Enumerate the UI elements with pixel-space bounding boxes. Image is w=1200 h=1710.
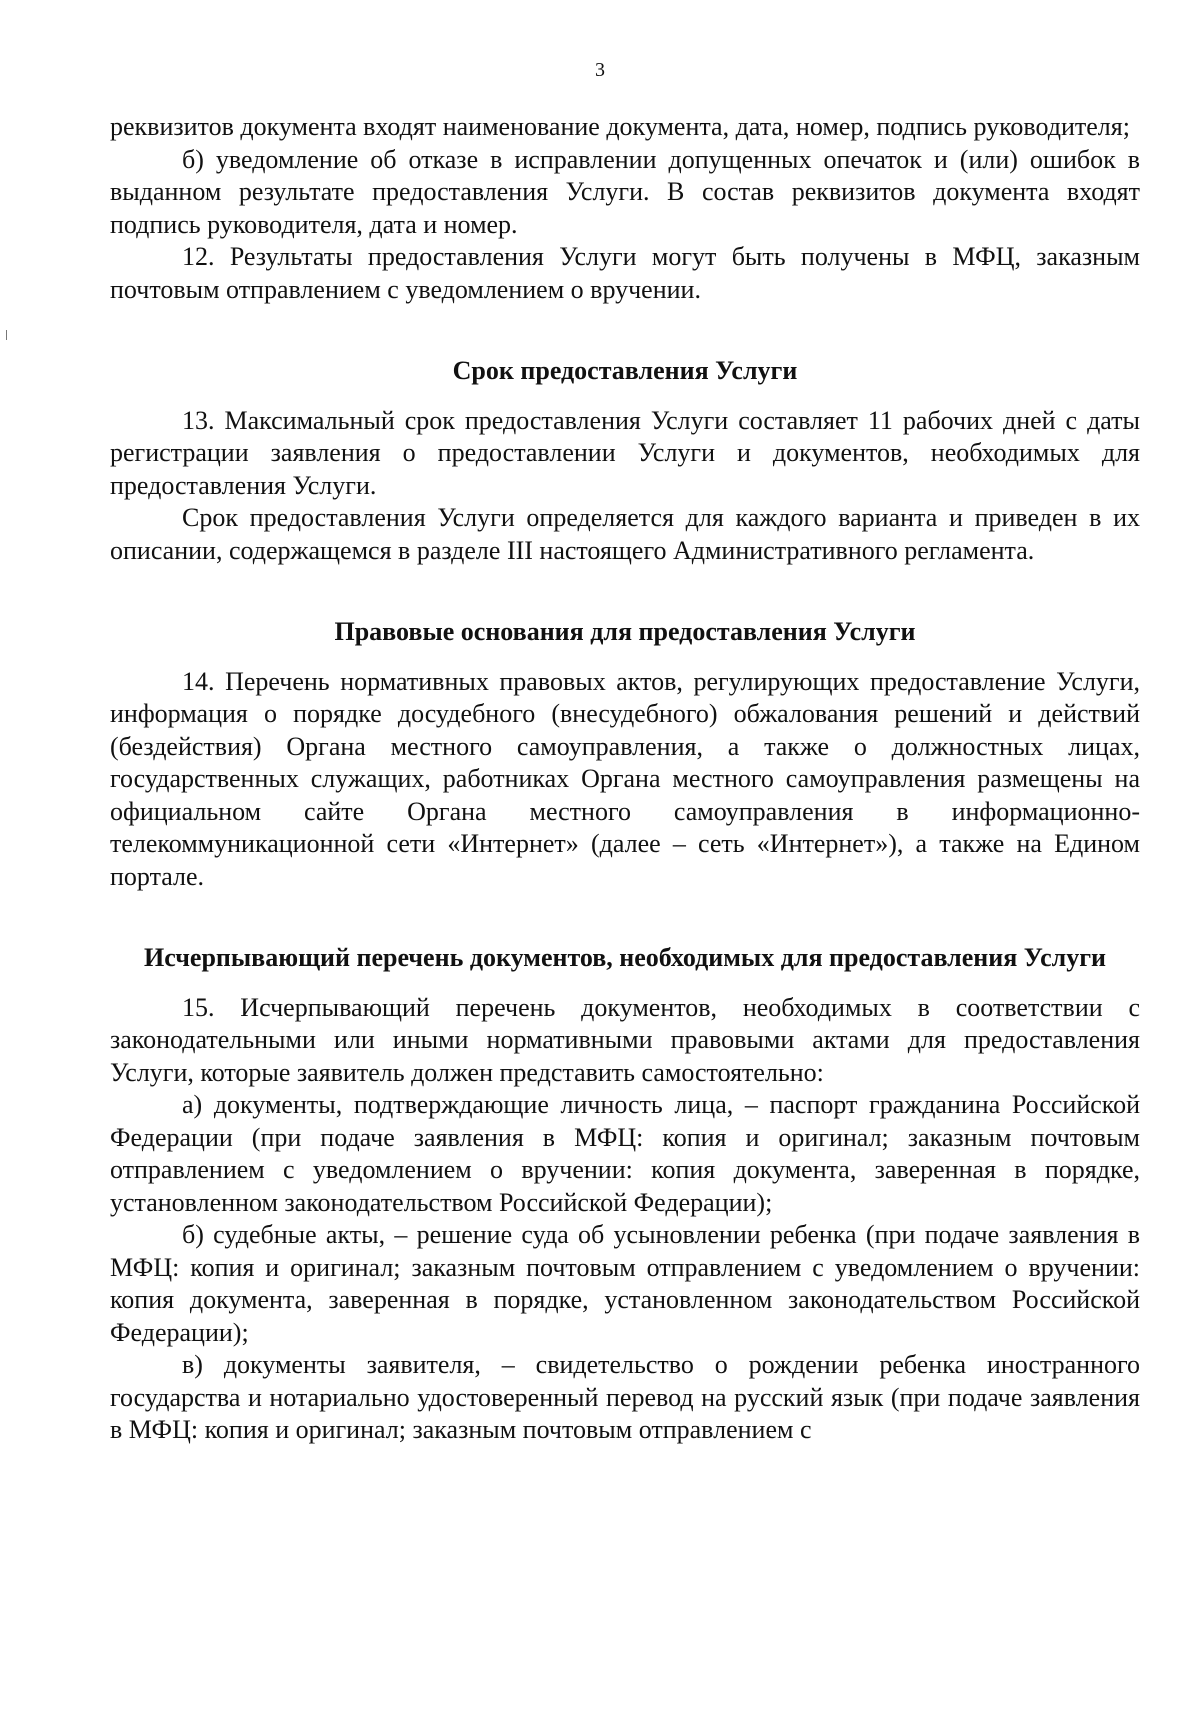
section-spacer [110, 649, 1140, 666]
section-spacer [110, 975, 1140, 992]
section-spacer [110, 567, 1140, 616]
paragraph-15-document-list: 15. Исчерпывающий перечень документов, необходимых в соответствии с законодательными или иными нормативными правовыми актами для предоставления Услуги, которые заявитель должен представить самостоятельно: [110, 992, 1140, 1087]
page-number: 3 [595, 59, 605, 81]
section-spacer [110, 306, 1140, 355]
heading-service-term: Срок предоставления Услуги [452, 356, 798, 385]
heading-required-documents: Исчерпывающий перечень документов, необходимых для предоставления Услуги [144, 943, 1106, 972]
paragraph-item-a-identity: а) документы, подтверждающие личность лица, – паспорт гражданина Российской Федерации (при подаче заявления в МФЦ: копия и оригинал; заказным почтовым отправлением с уведомлением о вручении: копия документа, заверенная в порядке, установленном законодательством Российской Федерации); [110, 1090, 1140, 1217]
paragraph-12-results: 12. Результаты предоставления Услуги могут быть получены в МФЦ, заказным почтовым отправлением с уведомлением о вручении. [110, 242, 1140, 304]
paragraph-item-c-applicant-documents: в) документы заявителя, – свидетельство о рождении ребенка иностранного государства и нотариально удостоверенный перевод на русский язык (при подаче заявления в МФЦ: копия и оригинал; заказным почтовым отправлением с [110, 1350, 1140, 1444]
paragraph-13-max-term: 13. Максимальный срок предоставления Услуги составляет 11 рабочих дней с даты регистрации заявления о предоставлении Услуги и документов, необходимых для предоставления Услуги. [110, 405, 1140, 500]
paragraph-item-b-court-acts: б) судебные акты, – решение суда об усыновлении ребенка (при подаче заявления в МФЦ: копия и оригинал; заказным почтовым отправлением с уведомлением о вручении: копия документа, заверенная в порядке, установленном законодательством Российской Федерации); [110, 1220, 1140, 1347]
section-spacer [110, 388, 1140, 405]
paragraph-14-legal-acts: 14. Перечень нормативных правовых актов, регулирующих предоставление Услуги, информация о порядке досудебного (внесудебного) обжалования решений и действий (бездействия) Органа местного самоуправления, а также о должностных лицах, государственных служащих, работниках Органа местного самоуправления размещены на официальном сайте Органа местного самоуправления в информационно-телекоммуникационной сети «Интернет» (далее – сеть «Интернет»), а также на Едином портале. [110, 666, 1140, 891]
paragraph-term-by-variant: Срок предоставления Услуги определяется для каждого варианта и приведен в их описании, содержащемся в разделе III настоящего Административного регламента. [110, 503, 1140, 565]
paragraph-requisites-continuation: реквизитов документа входят наименование документа, дата, номер, подпись руководителя; [110, 112, 1130, 141]
paragraph-refusal-notice: б) уведомление об отказе в исправлении допущенных опечаток и (или) ошибок в выданном результате предоставления Услуги. В состав реквизитов документа входят подпись руководителя, дата и номер. [110, 144, 1140, 239]
document-body [110, 111, 1140, 1447]
scan-margin-mark [6, 330, 7, 340]
section-spacer [110, 893, 1140, 942]
heading-legal-grounds: Правовые основания для предоставления Услуги [334, 617, 916, 646]
